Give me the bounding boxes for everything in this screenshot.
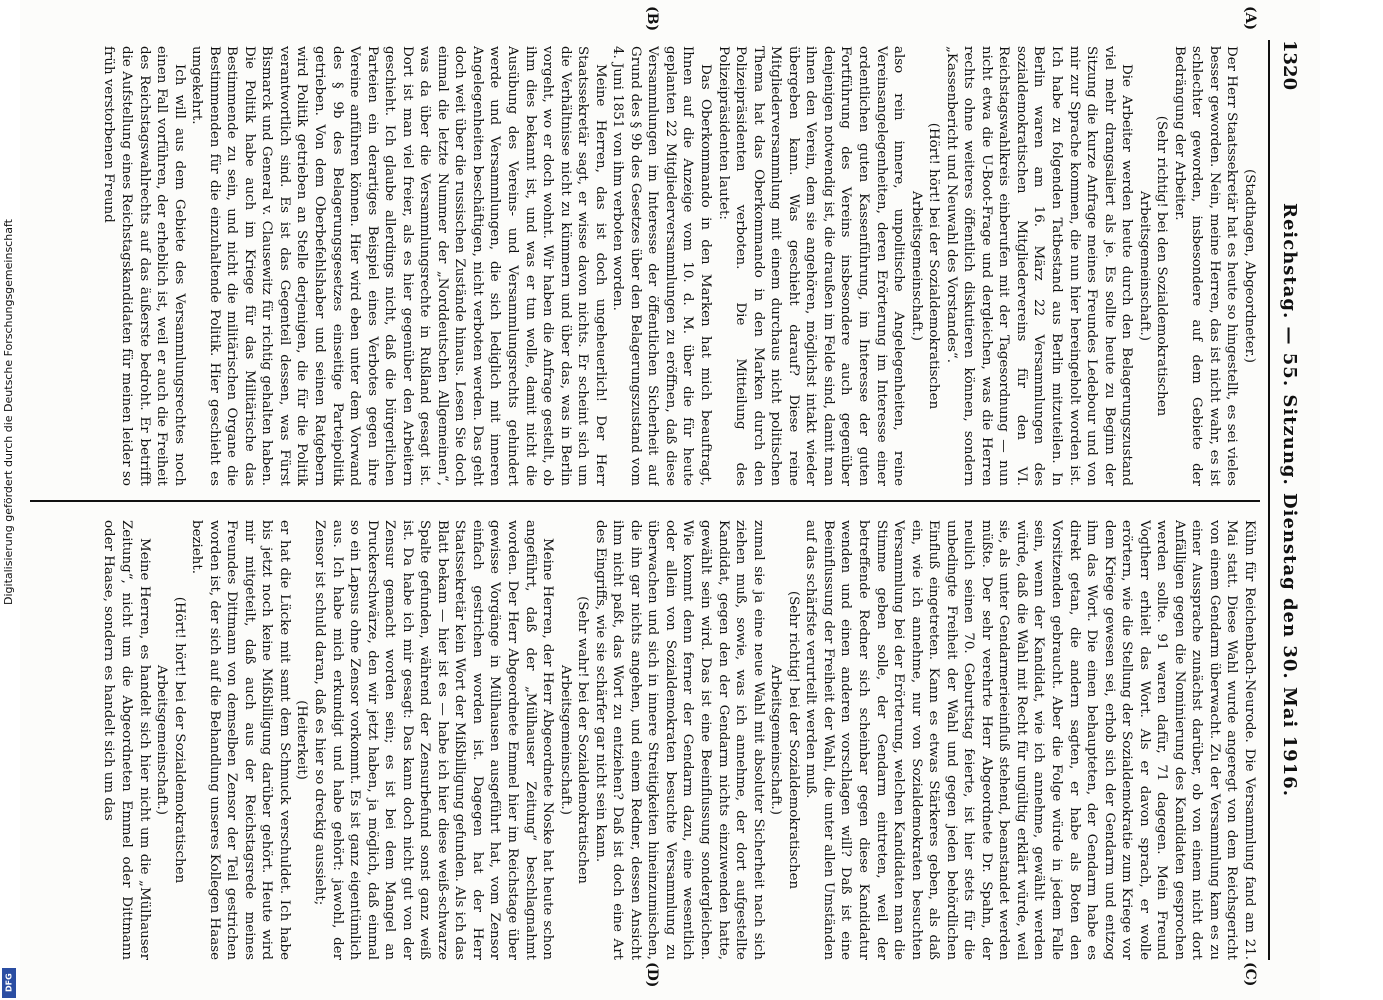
paragraph: er hat die Lücke mit samt dem Schmuck verschuldet. Ich habe bis jetzt noch keine Mißbilligung darüber gehört. Heute wird mir mitgeteilt, daß auch aus der Reichstagsrede meines Freundes Dittmann von demselben Zensor der Teil gestrichen worden ist, der sich auf die Behandlung unseres Kollegen Haase bezieht. [189, 520, 292, 960]
interjection: (Hört! hört! bei der Sozialdemokratischen Arbeitsgemeinschaft.) [908, 122, 942, 410]
interjection: (Sehr richtig! bei der Sozialdemokratischen Arbeitsgemeinschaft.) [768, 590, 801, 890]
margin-letter-b: (B) [644, 6, 660, 32]
paragraph: Kühn für Reichenbach-Neurode. Die Versammlung fand am 21. Mai statt. Diese Wahl wurde angeregt von dem Reichsgericht von einem Gendarm überwacht. Zu der Versammlung kam es zu einer Aussprache zunächst darüber, ob von einem nicht dort Anfälligen gegen die Nominierung des Kandidaten gesprochen werden sollte. 91 waren dafür, 71 dagegen. Mein Freund Vogtherr erhielt das Wort. Als er davon sprach, er wolle erörtern, wie die Stellung der Sozialdemokratie zum Kriege vor dem Kriege gewesen sei, erhob sich der Gendarm und entzog ihm das Wort. Die einen behaupteten, der Gendarm habe es direkt getan, die andern sagten, er habe als Boten den Vorsitzenden gebraucht. Aber die Folge würde in jedem Falle sein, wenn der Kandidat, wie ich annehme, gewählt werden würde, daß die Wahl mit Recht für ungültig erklärt würde, weil sie, als unter Gendarmerieeinfluß stehend, beanstandet werden müßte. Der sehr verehrte Herr Abgeordnete Dr. Spahn, der neulich seinen 70. Geburtstag feierte, ist hier stets für die unbedingte Freiheit der Wahl und gegen jeden behördlichen Einfluß eingetreten. Kann es etwas Stärkeres geben, als daß ein, wie ich annehme, nur von Sozialdemokraten besuchten Versammlung bei der Erörterung, welchen Kandidaten man die Stimme geben solle, der Gendarm eintreten, weil der betreffende Redner sich scheinbar gegen diese Kandidatur wenden und einen anderen vorschlagen will? Daß ist eine Beeinflussung der Freiheit der Wahl, die unter allen Umständen auf das schärfste verurteilt werden muß. [803, 520, 1257, 960]
page-title: Reichstag. — 55. Sitzung. Dienstag den 30. Mai 1916. [1279, 202, 1300, 798]
page-header [1268, 40, 1310, 960]
paragraph: zumal sie ja eine neue Wahl mit absoluter Sicherheit nach sich ziehen muß, sowie, was ich annehme, der dort aufgestellte Kandidat, gegen den der Gendarm nichts einzuwenden hatte, gewählt sein wird. Das ist eine Beeinflussung sondergleichen. Wie kommt denn ferner der Gendarm dazu, eine wesentlich oder allein von Sozialdemokraten besuchte Versammlung zu überwachen und sich in innere Streitigkeiten hineinzumischen, die ihn gar nichts angehen, und einem Redner, dessen Ansicht ihm nicht paßt, das Wort zu entziehen? Daß ist doch eine Art des Eingriffs, wie sie schärfer gar nicht sein kann. [592, 520, 766, 960]
page-number: 1320 [1279, 40, 1300, 91]
rotated-document-page [20, 0, 1320, 1000]
paragraph: Meine Herren, es handelt sich hier nicht um die „Mülhauser Zeitung“, nicht um die Abgeordneten Emmel oder Dittmann oder Haase, sondern es handelt sich um das [101, 520, 152, 960]
interjection: (Sehr wahr! bei der Sozialdemokratischen Arbeitsgemeinschaft.) [557, 596, 591, 884]
paragraph: Ich will aus dem Gebiete des Versammlungsrechtes noch einen Fall vorführen, der erheblich ist, weil er auch die Freiheit des Reichstagswahlrechts auf das äußerste bedroht. Er betrifft die Aufstellung eines Reichstagskandidaten für meinen leider so früh verstorbenen Freund [101, 46, 187, 486]
interjection: (Stadthagen, Abgeordneter.) [1242, 169, 1257, 363]
left-column [33, 46, 1258, 486]
paragraph: Meine Herren, der Herr Abgeordnete Noske hat heute schon angeführt, daß der „Mülhauser Zeitung“ beschlagnahmt worden. Der Herr Abgeordnete Emmel hier im Reichstage über gewisse Vorgänge in Mülhausen ausgeführt hat, vom Zensor einfach gestrichen worden ist. Dagegen hat der Herr Staatssekretär kein Wort der Mißbilligung gefunden. Als ich das Blatt bekam — hier ist es — habe ich hier diese weiß-schwarze Spalte gefunden, während der Zensurbefund sonst ganz weiß ist. Da habe ich mir gesagt: Das kann doch nicht gut von der Zensur gemacht worden sein; es ist bei dem Mangel an Druckerschwärze, den wir jetzt haben, ja möglich, daß einmal so ein Lapsus ohne Zensor vorkommt. Es ist ganz eigentümlich aus. Ich habe mich erkundigt und habe gehört: jawohl, der Zensor ist schuld daran, daß es hier so dreckig aussieht; [312, 520, 556, 960]
paragraph: Die Arbeiter werden heute durch den Belagerungszustand viel mehr drangsaliert als je. Es sollte heute zu Beginn der Sitzung die kurze Anfrage meines Freundes Ledebour und von mir zur Sprache kommen, die nun hier hereingeholt worden ist. Ich habe zu folgenden Tatbestand aus Berlin mitzuteilen. In Berlin waren am 16. März 22 Versammlungen des sozialdemokratischen Mitgliedervereins für den VI. Reichstagswahlkreis einberufen mit der Tagesordnung — nun nicht etwa die U-Boot-Frage und dergleichen, was die Herren rechts ohne weiteres öffentlich diskutieren können, sondern „Kassenbericht und Neuwahl des Vorstandes“. [943, 46, 1135, 486]
interjection: (Sehr richtig! bei den Sozialdemokratischen Arbeitsgemeinschaft.) [1136, 115, 1170, 417]
paragraph: Der Herr Staatssekretär hat es heute so hingestellt, es sei vieles besser geworden. Nein, meine Herren, das ist nicht wahr, es ist schlechter geworden, insbesondere auf dem Gebiete der Bedrängung der Arbeiter. [1171, 46, 1240, 486]
margin-letter-a: (A) [1242, 6, 1258, 31]
interjection: (Hört! hört! bei der Sozialdemokratischen Arbeitsgemeinschaft.) [154, 596, 187, 884]
right-column [33, 520, 1258, 960]
interjection: (Heiterkeit) [294, 700, 310, 780]
paragraph: Das Oberkommando in den Marken hat mich beauftragt, Ihnen auf die Anzeige vom 10. d. M. über die für heute geplanten 22 Mitgliederversammlungen zu eröffnen, daß diese Versammlungen im Interesse der öffentlichen Sicherheit auf Grund des § 9b des Gesetzes über den Belagerungszustand vom 4. Juni 1851 von ihm verboten worden. [610, 46, 714, 486]
margin-letter-c: (C) [1242, 962, 1258, 987]
digitization-note: Digitalisierung gefördert durch die Deutsche Forschungsgemeinschaft [2, 219, 15, 605]
paragraph: also rein innere, unpolitische Angelegenheiten, reine Vereinsangelegenheiten, deren Erörterung im Interesse einer ordentlichen guten Kassenführung, im Interesse der guten Fortführung des Vereins insbesondere auch gegenüber denjenigen notwendig ist, die draußen im Felde sind, damit man ihnen den Verein, dem sie angehören, möglichst intakt wieder übergeben kann. Was geschieht darauf? Diese reine Mitgliederversammlung mit einem durchaus nicht politischen Thema hat das Oberkommando in den Marken durch den Polizeipräsidenten verboten. Die Mitteilung des Polizeipräsidenten lautet: [715, 46, 907, 486]
paragraph: Meine Herren, das ist doch ungeheuerlich! Der Herr Staatssekretär sagt, er wisse davon nichts. Er scheint sich um die Verhältnisse nicht zu kümmern und über das, was in Berlin vorgeht, wo er doch wohnt. Wir haben die Anfrage gestellt, ob ihm dies bekannt ist, und was er tun wolle, damit nicht die Ausübung des Vereins- und Versammlungsrechts gehindert werde und Versammlungen, die sich lediglich mit inneren Angelegenheiten beschäftigen, nicht verboten werden. Das geht doch weit über die russischen Zustände hinaus. Lesen Sie doch einmal die letzte Nummer der „Norddeutschen Allgemeinen“, was da über die Versammlungsrechte in Rußland gesagt ist. Dort ist man viel freier, als es hier gegenüber den Arbeitern geschieht. Ich glaube allerdings nicht, daß die bürgerlichen Parteien ein derartiges Beispiel eines Verbotes gegen ihre Vereine anführen können. Hier wird eben unter dem Vorwand des § 9b des Belagerungsgesetzes einseitige Parteipolitik getrieben. Von dem Oberbefehlshaber und seinen Ratgebern wird Politik getrieben an Stelle derjenigen, die für die Politik verantwortlich sind. Es ist das Gegenteil dessen, was Fürst Bismarck und General v. Clausewitz für richtig gehalten haben. Die Politik habe auch im Kriege für das Militärische das Bestimmende zu sein, und nicht die militärischen Organe die Bestimmenden für die einzuhaltende Politik. Hier geschieht es umgekehrt. [189, 46, 608, 486]
dfg-logo: DFG [2, 968, 16, 998]
margin-letter-d: (D) [644, 962, 660, 988]
column-divider [30, 500, 1260, 502]
